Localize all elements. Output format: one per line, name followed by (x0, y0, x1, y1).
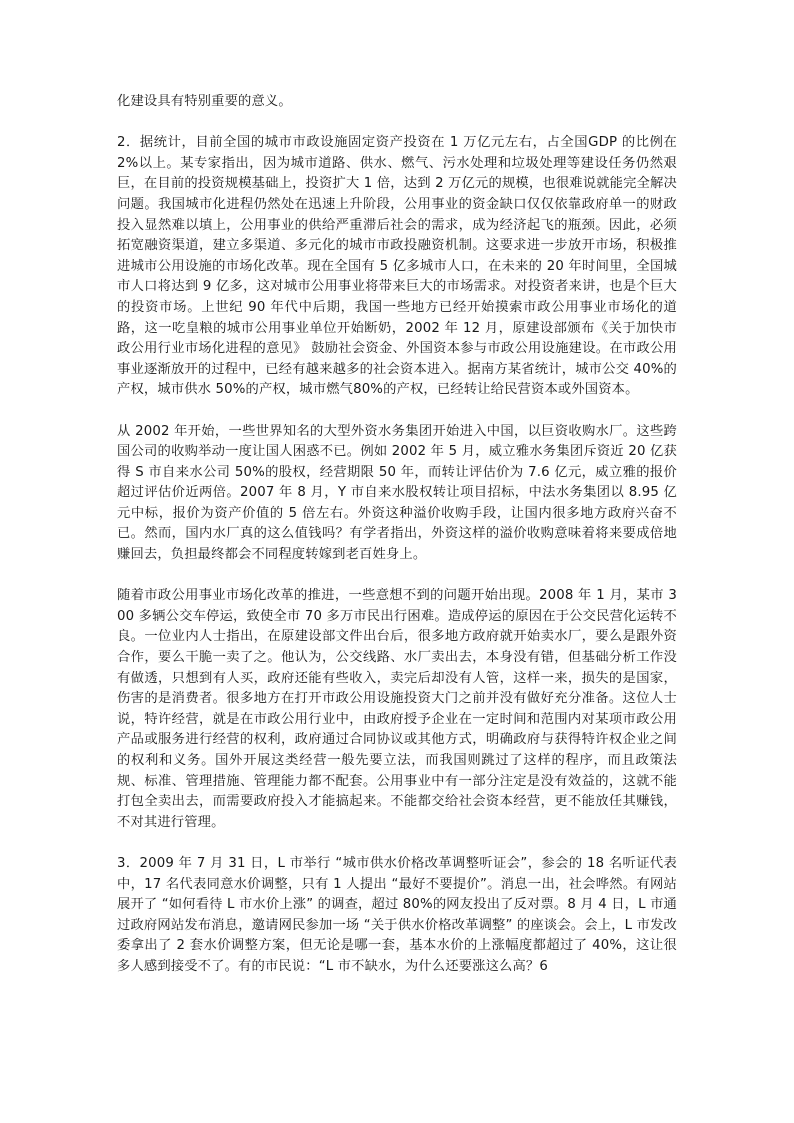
paragraph-intro-end: 化建设具有特别重要的意义。 (117, 94, 292, 109)
paragraph-foreign-water-groups: 从 2002 年开始，一些世界知名的大型外资水务集团开始进入中国，以巨资收购水厂。这些跨国公司的收购举动一度让国人困惑不已。例如 2002 年 5 月，威立雅水务集团斥资近 20 亿获得 S 市自来水公司 50%的股权，经营期限 50 年，而转让评估价为 7.6 亿元，威立雅的报价超过评估价近两倍。2007 年 8 月，Y 市自来水股权转让项目招标，中法水务集团以 8.95 亿元中标，报价为资产价值的 5 倍左右。外资这种溢价收购手段，让国内很多地方政府兴奋不已。然而，国内水厂真的这么值钱吗？有学者指出，外资这样的溢价收购意味着将来要成倍地赚回去，负担最终都会不同程度转嫁到老百姓身上。 (117, 423, 677, 563)
document-page (117, 92, 677, 998)
paragraph-marketization-problems: 随着市政公用事业市场化改革的推进，一些意想不到的问题开始出现。2008 年 1 月，某市 300 多辆公交车停运，致使全市 70 多万市民出行困难。造成停运的原因在于公交民营化运转不良。一位业内人士指出，在原建设部文件出台后，很多地方政府就开始卖水厂，要么是跟外资合作，要么干脆一卖了之。他认为，公交线路、水厂卖出去，本身没有错，但基础分析工作没有做透，只想到有人买，政府还能有些收入，卖完后却没有人管，这样一来，损失的是国家，伤害的是消费者。很多地方在打开市政公用设施投资大门之前并没有做好充分准备。这位人士说，特许经营，就是在市政公用行业中，由政府授予企业在一定时间和范围内对某项市政公用产品或服务进行经营的权利，政府通过合同协议或其他方式，明确政府与获得特许权企业之间的权利和义务。国外开展这类经营一般先要立法，而我国则跳过了这样的程序，而且政策法规、标准、管理措施、管理能力都不配套。公用事业中有一部分注定是没有效益的，这就不能打包全卖出去，而需要政府投入才能搞起来。不能都交给社会资本经营，更不能放任其赚钱，不对其进行管理。 (117, 588, 677, 830)
paragraph-section-3-hearing: 3．2009 年 7 月 31 日，L 市举行 “城市供水价格改革调整听证会”，参会的 18 名听证代表中，17 名代表同意水价调整，只有 1 人提出 “最好不要提价”。消息一出，社会哗然。有网站展开了 “如何看待 L 市水价上涨” 的调查，超过 80%的网友投出了反对票。8 月 4 日，L 市通过政府网站发布消息，邀请网民参加一场 “关于供水价格改革调整” 的座谈会。会上，L 市发改委拿出了 2 套水价调整方案，但无论是哪一套，基本水价的上涨幅度都超过了 40%，这让很多人感到接受不了。有的市民说：“L 市不缺水，为什么还要涨这么高？6 (117, 855, 677, 974)
paragraph-section-2-investment: 2．据统计，目前全国的城市市政设施固定资产投资在 1 万亿元左右，占全国GDP 的比例在 2%以上。某专家指出，因为城市道路、供水、燃气、污水处理和垃圾处理等建设任务仍然艰巨，在目前的投资规模基础上，投资扩大 1 倍，达到 2 万亿元的规模，也很难说就能完全解决问题。我国城市化进程仍然处在迅速上升阶段，公用事业的资金缺口仅仅依靠政府单一的财政投入显然难以填上，公用事业的供给严重滞后社会的需求，成为经济起飞的瓶颈。因此，必须拓宽融资渠道，建立多渠道、多元化的城市市政投融资机制。这要求进一步放开市场，积极推进城市公用设施的市场化改革。现在全国有 5 亿多城市人口，在未来的 20 年时间里，全国城市人口将达到 9 亿多，这对城市公用事业将带来巨大的市场需求。对投资者来讲，也是个巨大的投资市场。上世纪 90 年代中后期，我国一些地方已经开始摸索市政公用事业市场化的道路，这一吃皇粮的城市公用事业单位开始断奶，2002 年 12 月，原建设部颁布《关于加快市政公用行业市场化进程的意见》 鼓励社会资金、外国资本参与市政公用设施建设。在市政公用事业逐渐放开的过程中，已经有越来越多的社会资本进入。据南方某省统计，城市公交 40%的产权，城市供水 50%的产权，城市燃气80%的产权，已经转让给民营资本或外国资本。 (117, 135, 677, 398)
